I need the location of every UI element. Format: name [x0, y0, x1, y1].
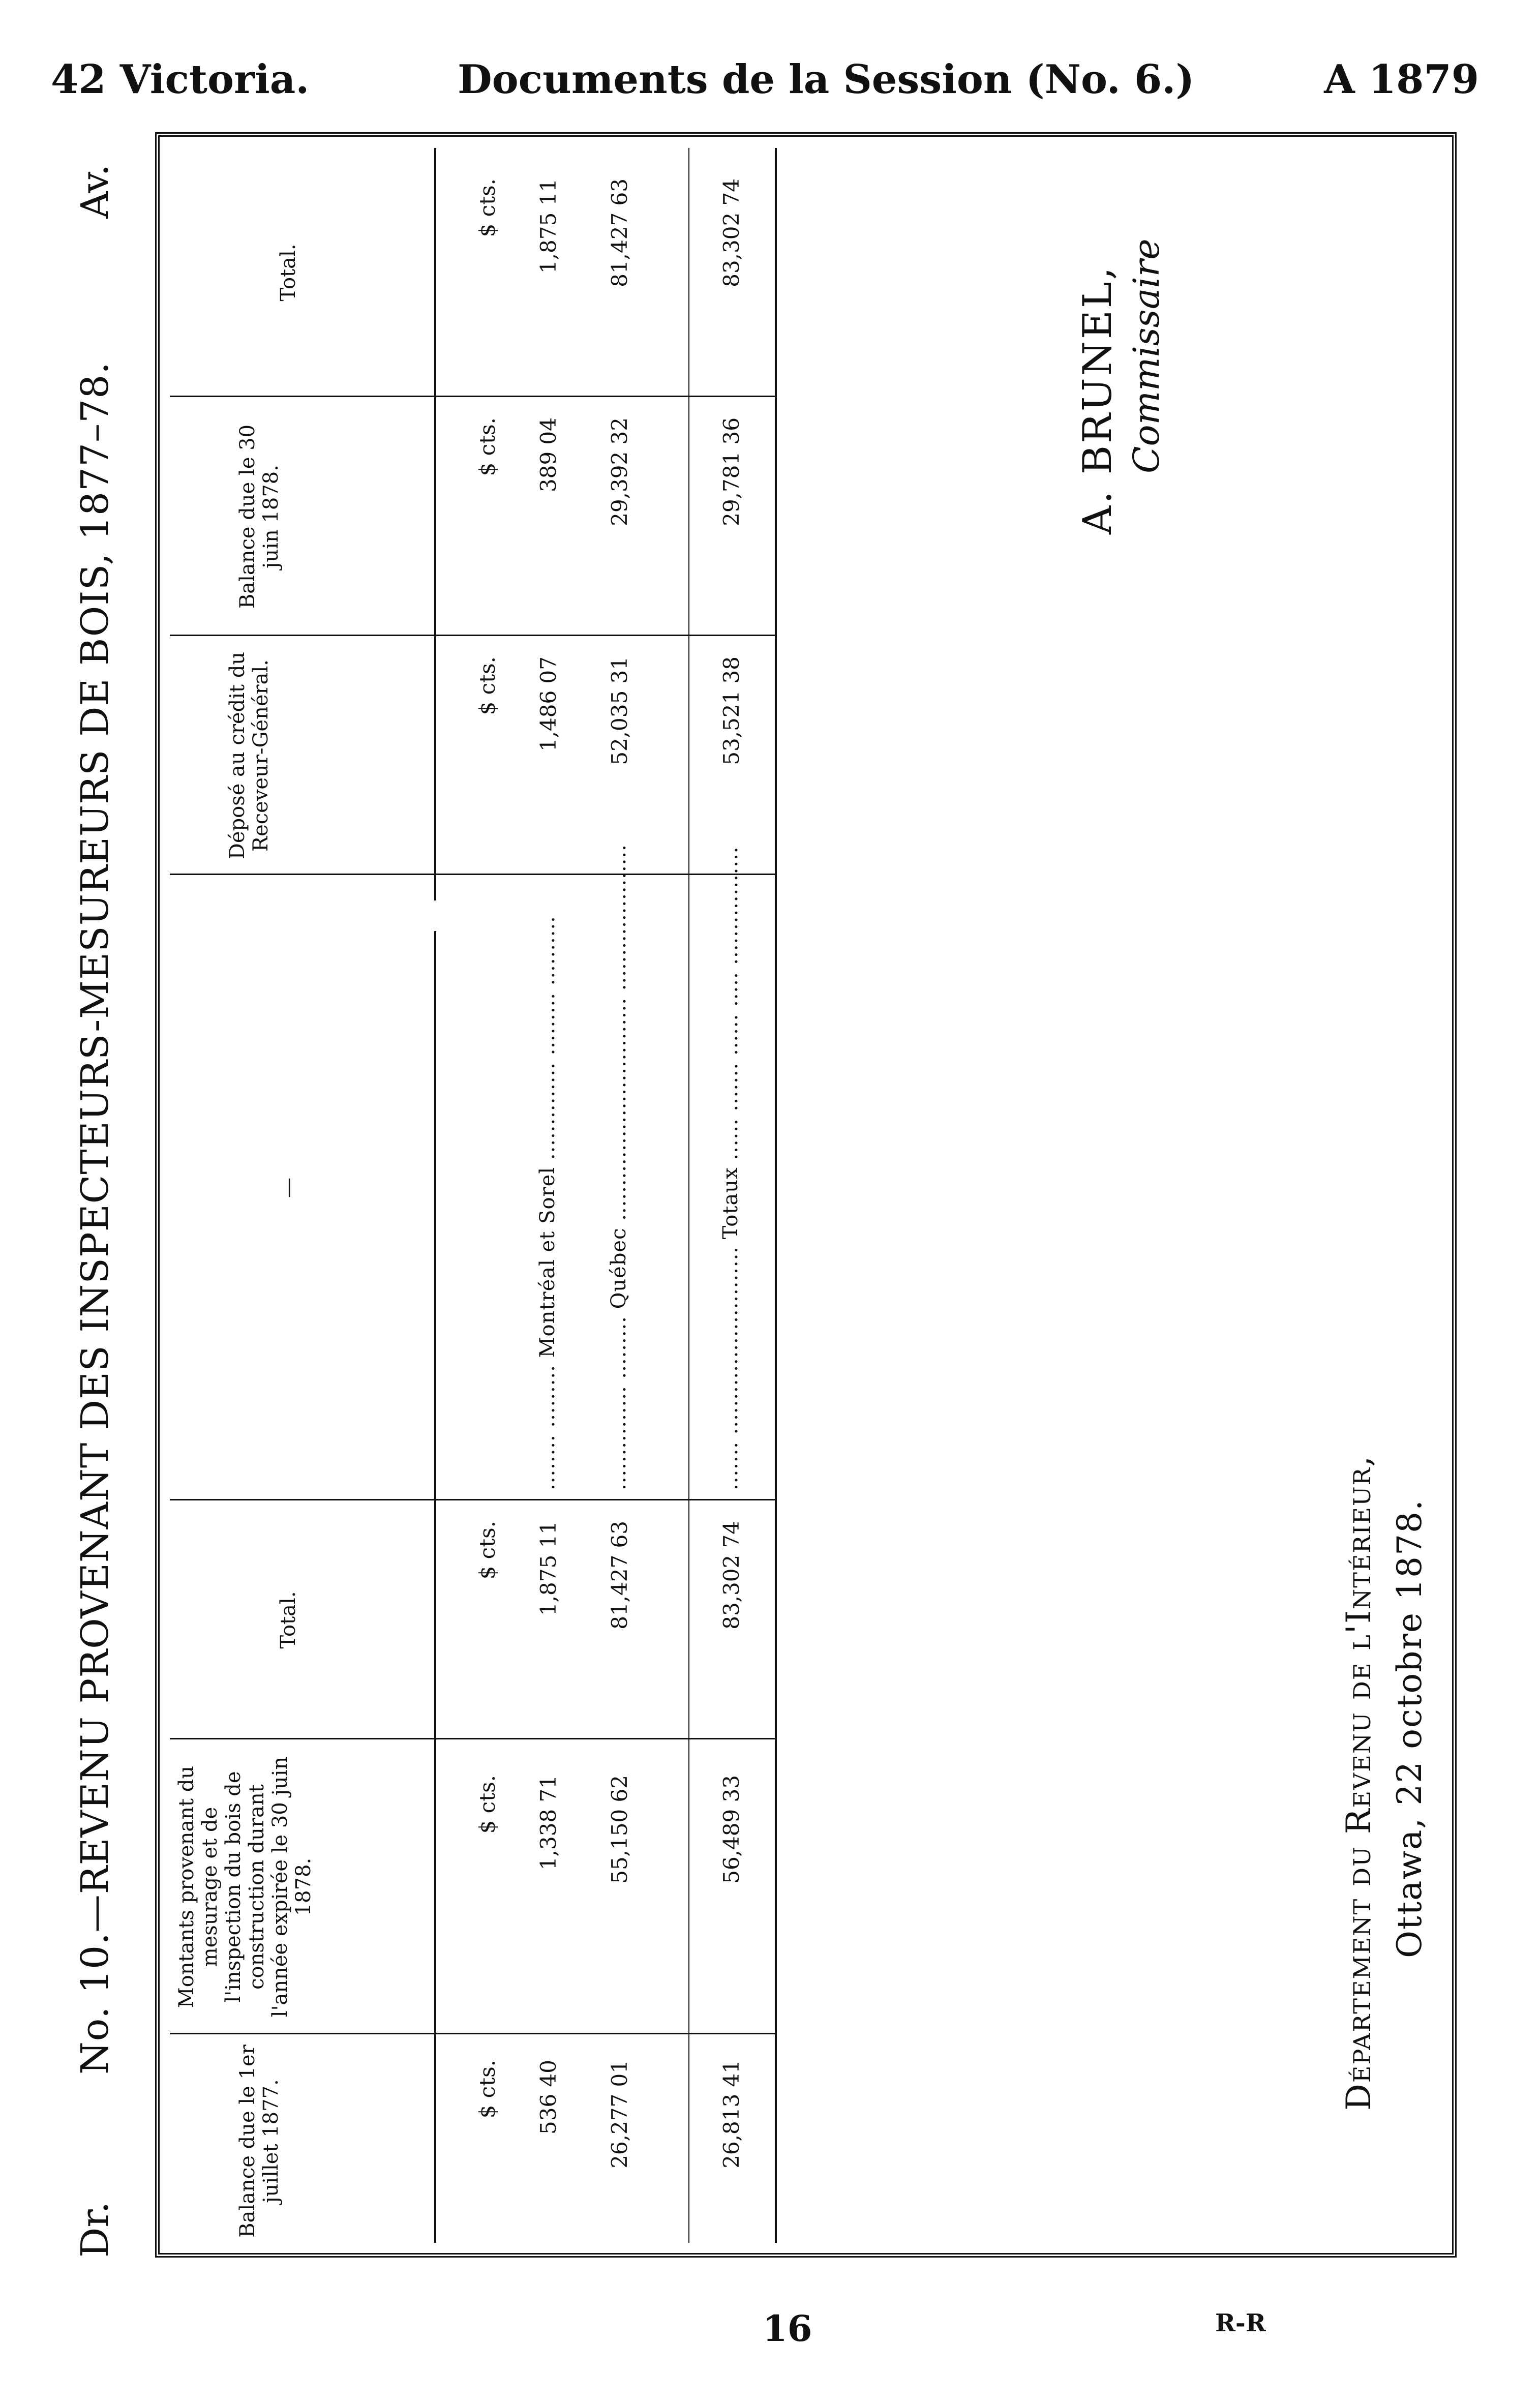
depose-cell: 52,035 31	[607, 656, 632, 765]
signature-name: A. BRUNEL,	[1075, 265, 1121, 534]
col-rule-2	[170, 1738, 775, 1739]
depose-total: 53,521 38	[719, 656, 744, 765]
signature-mark: R-R	[1215, 2309, 1266, 2337]
col-head-montants: Montants provenant du mesurage et de l'inspection du bois de construction durant l'année expirée le 30 juin 1878.	[175, 1756, 315, 2018]
total-left-total: 83,302 74	[719, 1521, 744, 1630]
balance-start-cell: 536 40	[536, 2060, 561, 2135]
balance-end-cell: 29,392 32	[607, 417, 632, 526]
col-rule-5	[170, 635, 775, 636]
col-head-balance-start: Balance due le 1er juillet 1877.	[236, 2045, 283, 2238]
col-rule-3	[170, 1499, 775, 1500]
totals-label: ....... ........................... Totaux ...... ....... ...... ..... .................	[719, 846, 742, 1490]
header-rule-right	[434, 148, 436, 900]
col-head-total-right: Total.	[277, 244, 300, 302]
signature-role: Commissaire	[1126, 238, 1167, 473]
col-head-total-left: Total.	[277, 1591, 300, 1649]
montants-cell: 55,150 62	[607, 1775, 632, 1884]
unit-cell: $ cts.	[475, 417, 500, 476]
unit-cell: $ cts.	[475, 2060, 500, 2119]
total-left-cell: 81,427 63	[607, 1521, 632, 1630]
balance-start-cell: 26,277 01	[607, 2060, 632, 2169]
balance-end-cell: 389 04	[536, 417, 561, 492]
col-head-balance-end: Balance due le 30 juin 1878.	[236, 424, 283, 609]
rotated-table-page	[56, 122, 1479, 2258]
bottom-rule	[775, 148, 777, 2243]
table-frame	[155, 132, 1457, 2258]
total-right-total: 83,302 74	[719, 178, 744, 287]
header-volume: 42 Victoria.	[51, 56, 310, 103]
header-title: Documents de la Session (No. 6.)	[458, 56, 1195, 103]
row-label-text: Montréal et Sorel	[536, 1166, 559, 1358]
unit-cell: $ cts.	[475, 1775, 500, 1834]
table-title: No. 10.—REVENU PROVENANT DES INSPECTEURS-MESUREURS DE BOIS, 1877–78.	[73, 362, 117, 2075]
col-rule-1	[170, 2033, 775, 2034]
header-rule-left	[434, 931, 436, 2243]
montants-cell: 1,338 71	[536, 1775, 561, 1871]
department-name: Département du Revenu de l'Intérieur,	[1339, 1455, 1378, 2111]
credit-label: Av.	[73, 164, 117, 219]
totals-rule	[688, 148, 689, 2243]
unit-cell: $ cts.	[475, 178, 500, 237]
col-rule-6	[170, 396, 775, 397]
row-label-text: Québec	[607, 1227, 630, 1309]
balance-end-total: 29,781 36	[719, 417, 744, 526]
row-label: ........ ......... Montréal et Sorel .............. ......... ..........	[536, 916, 559, 1490]
col-rule-4	[170, 874, 775, 875]
total-right-cell: 1,875 11	[536, 178, 561, 274]
unit-cell: $ cts.	[475, 1521, 500, 1580]
unit-cell: $ cts.	[475, 656, 500, 715]
header-year: A 1879	[1324, 56, 1479, 103]
totals-label-text: Totaux	[719, 1167, 742, 1240]
department-date: Ottawa, 22 octobre 1878.	[1390, 1498, 1429, 1958]
debit-label: Dr.	[73, 2201, 117, 2258]
total-right-cell: 81,427 63	[607, 178, 632, 287]
col-head-middle: —	[277, 1178, 300, 1198]
page-number: 16	[763, 2307, 812, 2350]
montants-total: 56,489 33	[719, 1775, 744, 1884]
balance-start-total: 26,813 41	[719, 2060, 744, 2169]
total-left-cell: 1,875 11	[536, 1521, 561, 1616]
col-head-depose: Déposé au crédit du Receveur-Général.	[226, 651, 273, 860]
row-label: ............... ......... Québec ................................ .....................	[607, 844, 630, 1490]
depose-cell: 1,486 07	[536, 656, 561, 752]
